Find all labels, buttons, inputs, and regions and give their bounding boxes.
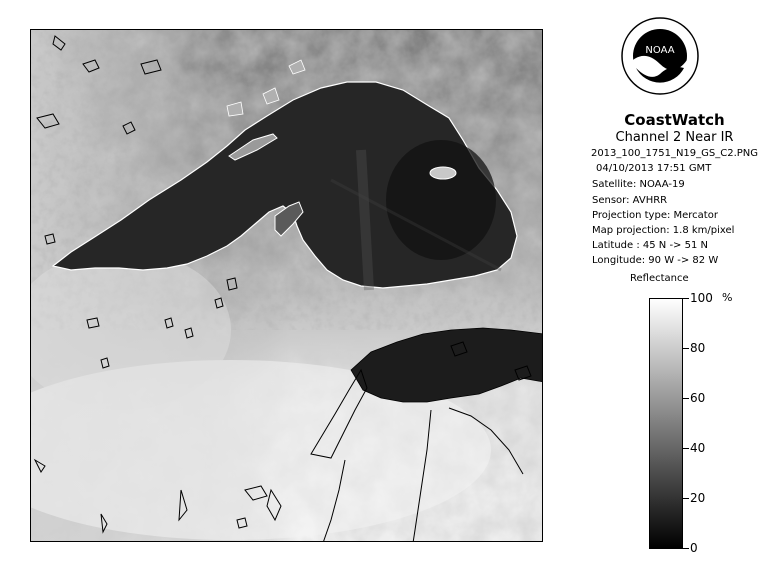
colorbar-tick-label: 20 — [690, 491, 706, 505]
reflectance-colorbar — [649, 298, 683, 549]
datetime-text: 04/10/2013 17:51 GMT — [596, 163, 712, 174]
colorbar-tick — [682, 498, 689, 499]
colorbar-tick-label: 0 — [690, 541, 698, 555]
legend-unit: % — [722, 291, 733, 304]
map-projection-text: Map projection: 1.8 km/pixel — [592, 225, 735, 236]
colorbar-tick — [682, 348, 689, 349]
noaa-logo-text: NOAA — [645, 45, 675, 56]
satellite-image-svg — [31, 30, 543, 542]
legend-title: Reflectance — [630, 273, 689, 284]
colorbar-tick — [682, 298, 689, 299]
colorbar-tick — [682, 398, 689, 399]
michipicoten-island — [430, 167, 456, 179]
noaa-logo-svg — [620, 16, 700, 96]
file-name: 2013_100_1751_N19_GS_C2.PNG — [590, 148, 759, 159]
product-title: CoastWatch — [624, 111, 725, 129]
colorbar-tick-label: 40 — [690, 441, 706, 455]
latitude-text: Latitude : 45 N -> 51 N — [592, 240, 708, 251]
channel-subtitle: Channel 2 Near IR — [615, 130, 734, 145]
sensor-text: Sensor: AVHRR — [592, 195, 668, 206]
satellite-text: Satellite: NOAA-19 — [592, 179, 685, 190]
colorbar-tick-label: 100 — [690, 291, 713, 305]
colorbar-tick — [682, 448, 689, 449]
projection-type-text: Projection type: Mercator — [592, 210, 718, 221]
colorbar-tick-label: 80 — [690, 341, 706, 355]
east-lake-dark — [386, 140, 496, 260]
colorbar-tick-label: 60 — [690, 391, 706, 405]
noaa-logo — [620, 16, 700, 96]
colorbar-tick — [682, 548, 689, 549]
satellite-image — [30, 29, 543, 542]
longitude-text: Longitude: 90 W -> 82 W — [592, 255, 719, 266]
